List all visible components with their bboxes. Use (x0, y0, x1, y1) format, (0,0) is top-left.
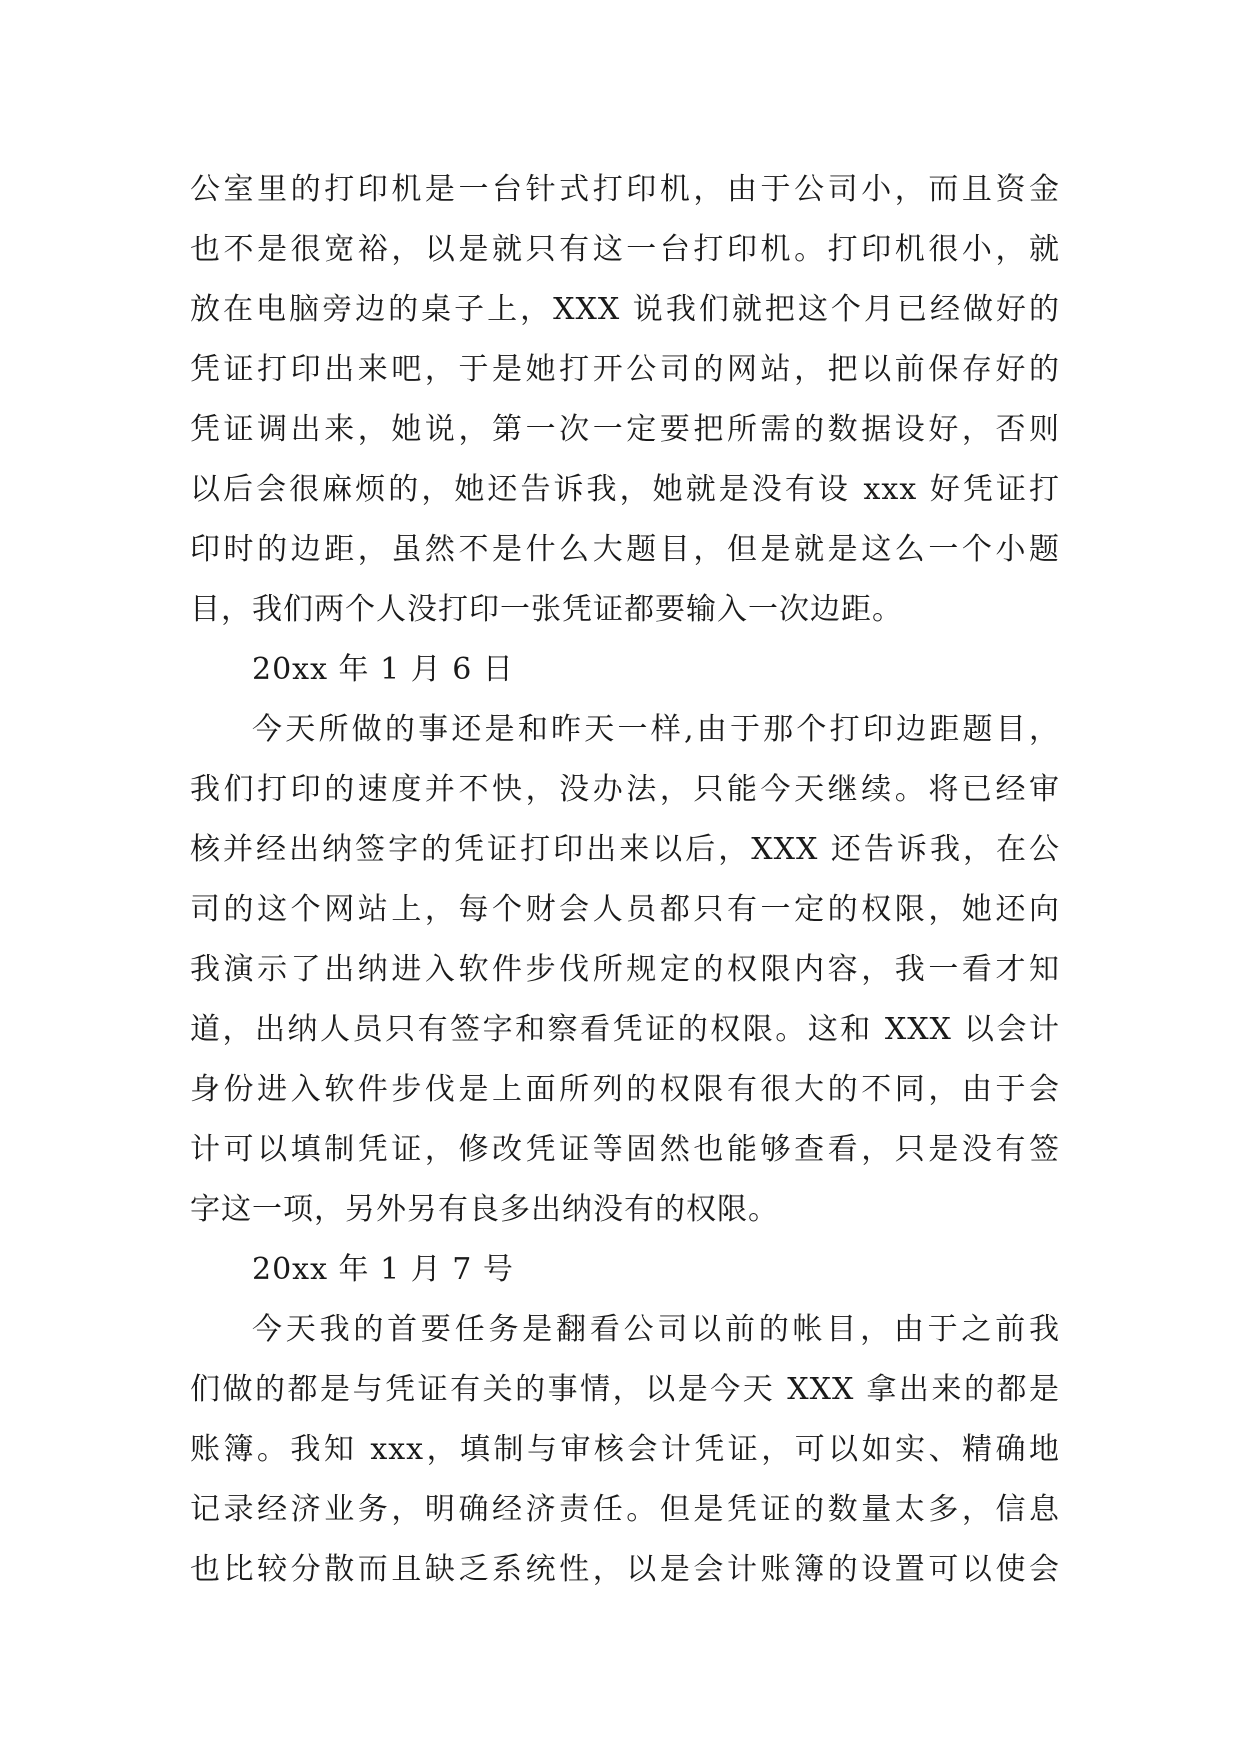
text-line: 计可以填制凭证，修改凭证等固然也能够查看，只是没有签 (190, 1132, 1060, 1167)
text-line: 目，我们两个人没打印一张凭证都要输入一次边距。 (190, 592, 903, 627)
text-line: 字这一项，另外另有良多出纳没有的权限。 (190, 1192, 779, 1227)
text-line: 放在电脑旁边的桌子上，XXX 说我们就把这个月已经做好的 (190, 292, 1060, 327)
text-line: 司的这个网站上，每个财会人员都只有一定的权限，她还向 (190, 892, 1060, 927)
text-line: 今天所做的事还是和昨天一样,由于那个打印边距题目， (252, 712, 1060, 747)
document-body (190, 160, 1060, 1600)
text-line: 我演示了出纳进入软件步伐所规定的权限内容，我一看才知 (190, 952, 1060, 987)
text-line: 凭证调出来，她说，第一次一定要把所需的数据设好，否则 (190, 412, 1060, 447)
text-line: 公室里的打印机是一台针式打印机，由于公司小，而且资金 (190, 172, 1060, 207)
text-line: 道，出纳人员只有签字和察看凭证的权限。这和 XXX 以会计 (190, 1012, 1060, 1047)
text-line: 也比较分散而且缺乏系统性，以是会计账簿的设置可以使会 (190, 1552, 1060, 1587)
text-line: 记录经济业务，明确经济责任。但是凭证的数量太多，信息 (190, 1492, 1060, 1527)
text-line: 身份进入软件步伐是上面所列的权限有很大的不同，由于会 (190, 1072, 1060, 1107)
text-line: 核并经出纳签字的凭证打印出来以后，XXX 还告诉我，在公 (190, 832, 1060, 867)
text-line: 凭证打印出来吧，于是她打开公司的网站，把以前保存好的 (190, 352, 1060, 387)
date-heading: 20xx 年 1 月 6 日 (252, 652, 514, 687)
text-line: 们做的都是与凭证有关的事情，以是今天 XXX 拿出来的都是 (190, 1372, 1060, 1407)
text-line: 我们打印的速度并不快，没办法，只能今天继续。将已经审 (190, 772, 1060, 807)
text-line: 账簿。我知 xxx，填制与审核会计凭证，可以如实、精确地 (190, 1432, 1060, 1467)
text-line: 印时的边距，虽然不是什么大题目，但是就是这么一个小题 (190, 532, 1060, 567)
date-heading: 20xx 年 1 月 7 号 (252, 1252, 514, 1287)
text-line: 也不是很宽裕，以是就只有这一台打印机。打印机很小，就 (190, 232, 1060, 267)
text-line: 今天我的首要任务是翻看公司以前的帐目，由于之前我 (252, 1312, 1060, 1347)
text-line: 以后会很麻烦的，她还告诉我，她就是没有设 xxx 好凭证打 (190, 472, 1060, 507)
